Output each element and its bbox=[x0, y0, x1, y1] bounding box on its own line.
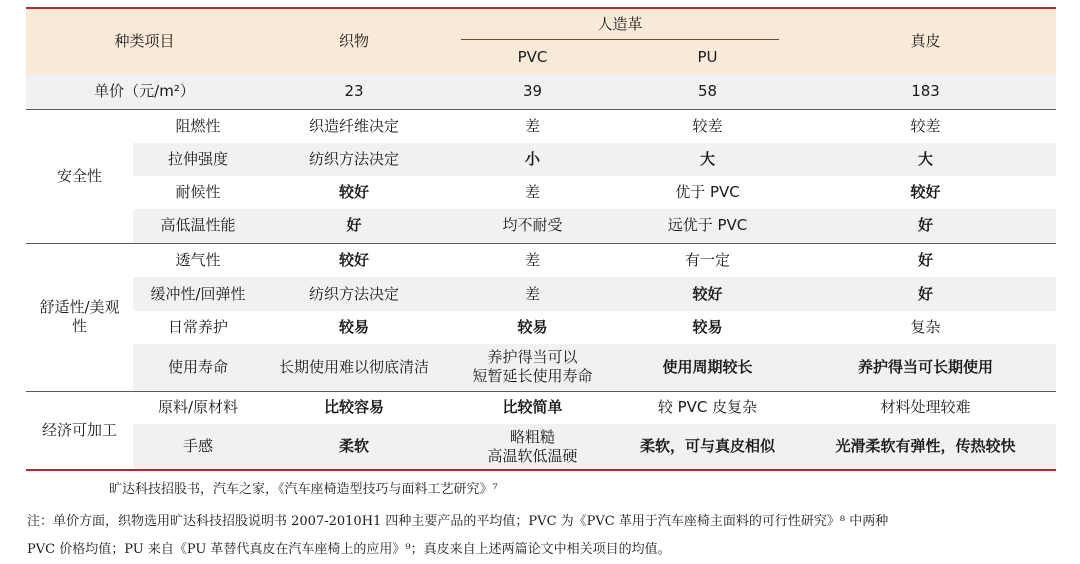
header-category: 种类项目 bbox=[26, 8, 263, 74]
price-pvc: 39 bbox=[445, 74, 620, 109]
cell-pvc: 较易 bbox=[517, 318, 548, 336]
cell-fabric: 比较容易 bbox=[263, 391, 445, 424]
cell-fabric: 好 bbox=[263, 209, 445, 243]
cell-fabric: 较好 bbox=[263, 243, 445, 277]
cell-genuine: 较好 bbox=[910, 183, 941, 201]
item-raw-material: 原料/原材料 bbox=[133, 391, 263, 424]
cell-fabric: 长期使用难以彻底清洁 bbox=[263, 344, 445, 391]
item-tensile-strength: 拉伸强度 bbox=[133, 143, 263, 176]
cell-pu: 柔软，可与真皮相似 bbox=[620, 424, 795, 470]
price-pu: 58 bbox=[620, 74, 795, 109]
item-cushioning: 缓冲性/回弹性 bbox=[133, 277, 263, 311]
cell-genuine: 光滑柔软有弹性，传热较快 bbox=[795, 424, 1056, 470]
cell-pvc bbox=[445, 344, 620, 391]
item-hand-feel: 手感 bbox=[133, 424, 263, 470]
cell-pvc-line1: 略粗糙 bbox=[510, 427, 556, 446]
header-fabric: 织物 bbox=[263, 8, 445, 74]
cell-genuine: 较差 bbox=[795, 109, 1056, 143]
item-service-life: 使用寿命 bbox=[133, 344, 263, 391]
cell-genuine: 复杂 bbox=[910, 318, 941, 336]
cell-fabric: 较易 bbox=[339, 318, 370, 336]
cell-pu: 较易 bbox=[692, 318, 723, 336]
cell-pvc: 小 bbox=[445, 143, 620, 176]
cell-pu: 较好 bbox=[620, 277, 795, 311]
cell-pvc-line2: 高温软低温硬 bbox=[487, 446, 578, 465]
item-flame-retardancy: 阻燃性 bbox=[133, 109, 263, 143]
cell-fabric: 纺织方法决定 bbox=[263, 143, 445, 176]
price-label: 单价（元/m²） bbox=[26, 74, 263, 109]
category-comfort bbox=[26, 243, 133, 391]
category-comfort-line2: 性 bbox=[71, 317, 87, 335]
header-pu: PU bbox=[620, 40, 795, 74]
cell-pu: 远优于 PVC bbox=[620, 209, 795, 243]
item-temperature-performance: 高低温性能 bbox=[133, 209, 263, 243]
cell-pvc: 比较简单 bbox=[445, 391, 620, 424]
cell-pvc: 差 bbox=[445, 243, 620, 277]
comparison-table bbox=[26, 7, 1056, 471]
cell-pvc: 差 bbox=[525, 183, 541, 201]
cell-genuine: 大 bbox=[795, 143, 1056, 176]
cell-pu: 大 bbox=[620, 143, 795, 176]
cell-pvc-line1: 养护得当可以 bbox=[487, 348, 578, 367]
category-safety: 安全性 bbox=[26, 109, 133, 243]
category-economy: 经济可加工 bbox=[26, 391, 133, 470]
item-daily-care: 日常养护 bbox=[168, 318, 229, 336]
cell-genuine: 好 bbox=[795, 243, 1056, 277]
cell-genuine: 养护得当可长期使用 bbox=[795, 344, 1056, 391]
item-breathability: 透气性 bbox=[133, 243, 263, 277]
cell-pu: 有一定 bbox=[620, 243, 795, 277]
cell-genuine: 好 bbox=[795, 209, 1056, 243]
cell-fabric: 纺织方法决定 bbox=[263, 277, 445, 311]
header-pvc: PVC bbox=[445, 40, 620, 74]
cell-pvc bbox=[445, 424, 620, 470]
cell-pu: 较 PVC 皮复杂 bbox=[620, 391, 795, 424]
note-line-2: PVC 价格均值；PU 来自《PU 革替代真皮在汽车座椅上的应用》⁹；真皮来自上述两篇论文中相关项目的均值。 bbox=[27, 542, 671, 557]
cell-fabric: 较好 bbox=[339, 183, 370, 201]
source-note: 旷达科技招股书，汽车之家，《汽车座椅造型技巧与面料工艺研究》⁷ bbox=[109, 482, 498, 497]
note-line-1: 注：单价方面，织物选用旷达科技招股说明书 2007-2010H1 四种主要产品的平均值；PVC 为《PVC 革用于汽车座椅主面料的可行性研究》⁸ 中两种 bbox=[27, 514, 889, 529]
cell-pvc-line2: 短暂延长使用寿命 bbox=[472, 367, 593, 386]
cell-pvc: 差 bbox=[445, 109, 620, 143]
category-comfort-line1: 舒适性/美观 bbox=[39, 298, 120, 316]
header-artificial-leather bbox=[445, 8, 795, 40]
cell-pvc: 差 bbox=[445, 277, 620, 311]
cell-fabric: 柔软 bbox=[263, 424, 445, 470]
cell-pu: 使用周期较长 bbox=[620, 344, 795, 391]
item-weather-resistance: 耐候性 bbox=[175, 183, 221, 201]
cell-pu: 优于 PVC bbox=[675, 183, 740, 201]
header-genuine: 真皮 bbox=[795, 8, 1056, 74]
price-genuine: 183 bbox=[795, 74, 1056, 109]
price-fabric: 23 bbox=[263, 74, 445, 109]
header-artificial-leather-label: 人造革 bbox=[461, 9, 779, 40]
cell-pu: 较差 bbox=[620, 109, 795, 143]
cell-fabric: 织造纤维决定 bbox=[263, 109, 445, 143]
cell-genuine: 材料处理较难 bbox=[795, 391, 1056, 424]
cell-genuine: 好 bbox=[795, 277, 1056, 311]
cell-pvc: 均不耐受 bbox=[445, 209, 620, 243]
